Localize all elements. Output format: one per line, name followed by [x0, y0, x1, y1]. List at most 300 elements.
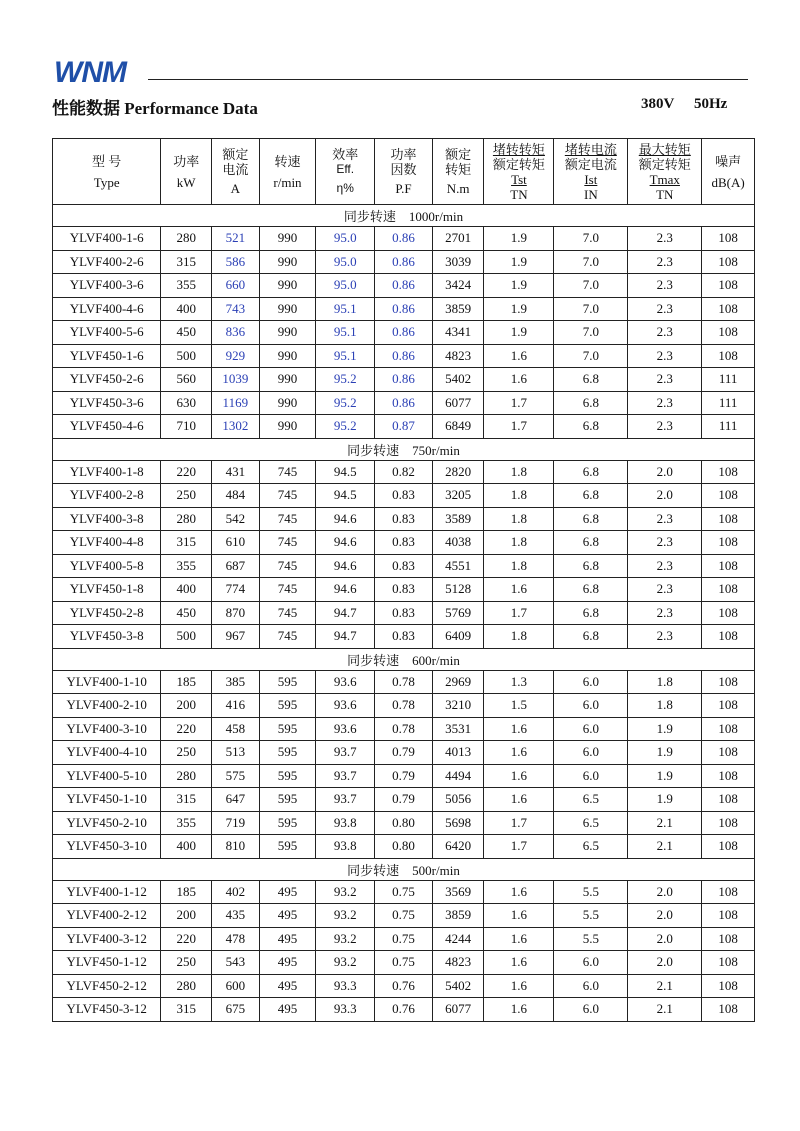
cell-power-factor: 0.86: [375, 297, 433, 321]
cell-current: 402: [212, 880, 260, 904]
cell-tst-ratio: 1.6: [484, 368, 554, 392]
cell-tmax-ratio: 1.9: [628, 717, 702, 741]
cell-tmax-ratio: 1.8: [628, 670, 702, 694]
cell-type: YLVF400-4-8: [53, 531, 161, 555]
col-power: 功率 kW: [161, 139, 212, 205]
cell-tst-ratio: 1.7: [484, 415, 554, 439]
cell-power-factor: 0.83: [375, 578, 433, 602]
cell-noise: 108: [702, 764, 755, 788]
cell-type: YLVF450-2-10: [53, 811, 161, 835]
cell-current: 1169: [212, 391, 260, 415]
cell-current: 575: [212, 764, 260, 788]
cell-ist-ratio: 6.5: [554, 835, 628, 859]
cell-ist-ratio: 6.0: [554, 951, 628, 975]
cell-speed: 990: [259, 344, 316, 368]
cell-type: YLVF450-3-6: [53, 391, 161, 415]
cell-efficiency: 93.2: [316, 927, 375, 951]
cell-tst-ratio: 1.9: [484, 321, 554, 345]
cell-tst-ratio: 1.7: [484, 811, 554, 835]
cell-tst-ratio: 1.6: [484, 344, 554, 368]
cell-speed: 990: [259, 297, 316, 321]
col-type: 型 号 Type: [53, 139, 161, 205]
cell-noise: 108: [702, 904, 755, 928]
cell-noise: 111: [702, 391, 755, 415]
cell-ist-ratio: 6.0: [554, 764, 628, 788]
cell-ist-ratio: 6.8: [554, 484, 628, 508]
cell-ist-ratio: 6.8: [554, 391, 628, 415]
cell-power-factor: 0.83: [375, 554, 433, 578]
cell-speed: 990: [259, 321, 316, 345]
cell-efficiency: 93.2: [316, 951, 375, 975]
cell-torque: 4823: [432, 951, 484, 975]
cell-noise: 108: [702, 717, 755, 741]
cell-type: YLVF400-1-8: [53, 460, 161, 484]
cell-speed: 595: [259, 670, 316, 694]
cell-speed: 990: [259, 250, 316, 274]
cell-speed: 990: [259, 274, 316, 298]
table-row: [53, 415, 755, 439]
cell-tmax-ratio: 2.1: [628, 998, 702, 1022]
cell-tmax-ratio: 2.3: [628, 344, 702, 368]
cell-power: 200: [161, 904, 212, 928]
cell-tst-ratio: 1.6: [484, 880, 554, 904]
cell-current: 929: [212, 344, 260, 368]
cell-noise: 108: [702, 694, 755, 718]
table-row: [53, 554, 755, 578]
cell-efficiency: 95.1: [316, 297, 375, 321]
cell-tmax-ratio: 2.3: [628, 578, 702, 602]
cell-ist-ratio: 6.8: [554, 460, 628, 484]
cell-torque: 5402: [432, 368, 484, 392]
section-header-row: [53, 438, 755, 460]
cell-noise: 108: [702, 344, 755, 368]
cell-torque: 6849: [432, 415, 484, 439]
cell-torque: 3589: [432, 507, 484, 531]
cell-torque: 4494: [432, 764, 484, 788]
cell-power-factor: 0.86: [375, 274, 433, 298]
table-row: [53, 811, 755, 835]
cell-current: 484: [212, 484, 260, 508]
cell-efficiency: 94.6: [316, 578, 375, 602]
cell-speed: 745: [259, 531, 316, 555]
cell-tst-ratio: 1.6: [484, 951, 554, 975]
cell-power-factor: 0.83: [375, 625, 433, 649]
cell-ist-ratio: 6.8: [554, 625, 628, 649]
table-row: [53, 998, 755, 1022]
cell-power-factor: 0.80: [375, 835, 433, 859]
cell-tmax-ratio: 2.1: [628, 974, 702, 998]
cell-noise: 108: [702, 974, 755, 998]
cell-power: 280: [161, 974, 212, 998]
cell-efficiency: 93.6: [316, 694, 375, 718]
cell-noise: 108: [702, 484, 755, 508]
cell-tst-ratio: 1.6: [484, 578, 554, 602]
cell-power: 200: [161, 694, 212, 718]
cell-noise: 111: [702, 368, 755, 392]
cell-efficiency: 95.2: [316, 368, 375, 392]
cell-torque: 4341: [432, 321, 484, 345]
cell-tst-ratio: 1.6: [484, 788, 554, 812]
cell-type: YLVF450-2-12: [53, 974, 161, 998]
cell-tst-ratio: 1.8: [484, 484, 554, 508]
cell-torque: 3039: [432, 250, 484, 274]
cell-ist-ratio: 6.8: [554, 415, 628, 439]
cell-speed: 595: [259, 835, 316, 859]
cell-tmax-ratio: 1.8: [628, 694, 702, 718]
cell-type: YLVF400-3-8: [53, 507, 161, 531]
table-row: [53, 788, 755, 812]
cell-efficiency: 94.5: [316, 460, 375, 484]
cell-ist-ratio: 6.0: [554, 717, 628, 741]
cell-type: YLVF400-5-6: [53, 321, 161, 345]
table-row: [53, 484, 755, 508]
performance-table: [52, 138, 755, 1022]
cell-power-factor: 0.75: [375, 927, 433, 951]
cell-speed: 495: [259, 880, 316, 904]
table-row: [53, 904, 755, 928]
cell-torque: 3205: [432, 484, 484, 508]
cell-type: YLVF400-2-6: [53, 250, 161, 274]
cell-current: 586: [212, 250, 260, 274]
cell-power: 500: [161, 625, 212, 649]
cell-noise: 108: [702, 951, 755, 975]
table-row: [53, 951, 755, 975]
cell-tst-ratio: 1.6: [484, 927, 554, 951]
cell-noise: 108: [702, 227, 755, 251]
cell-type: YLVF450-3-10: [53, 835, 161, 859]
cell-ist-ratio: 7.0: [554, 250, 628, 274]
cell-current: 458: [212, 717, 260, 741]
cell-power: 355: [161, 811, 212, 835]
cell-current: 435: [212, 904, 260, 928]
cell-efficiency: 93.2: [316, 904, 375, 928]
cell-torque: 2969: [432, 670, 484, 694]
cell-current: 743: [212, 297, 260, 321]
section-label: 同步转速 600r/min: [53, 648, 755, 670]
cell-power-factor: 0.75: [375, 951, 433, 975]
col-tmax-ratio: 最大转矩 额定转矩 Tmax TN: [628, 139, 702, 205]
cell-noise: 108: [702, 321, 755, 345]
cell-power: 710: [161, 415, 212, 439]
cell-efficiency: 93.7: [316, 741, 375, 765]
cell-ist-ratio: 6.0: [554, 998, 628, 1022]
cell-type: YLVF450-1-12: [53, 951, 161, 975]
col-current: 额定 电流 A: [212, 139, 260, 205]
cell-current: 416: [212, 694, 260, 718]
cell-noise: 108: [702, 250, 755, 274]
cell-power-factor: 0.86: [375, 321, 433, 345]
cell-tst-ratio: 1.8: [484, 507, 554, 531]
cell-current: 513: [212, 741, 260, 765]
cell-power-factor: 0.83: [375, 507, 433, 531]
cell-torque: 2701: [432, 227, 484, 251]
cell-current: 870: [212, 601, 260, 625]
cell-torque: 5056: [432, 788, 484, 812]
cell-tst-ratio: 1.9: [484, 297, 554, 321]
voltage-label: 380V: [641, 96, 675, 112]
cell-efficiency: 94.6: [316, 531, 375, 555]
cell-tst-ratio: 1.6: [484, 764, 554, 788]
cell-current: 478: [212, 927, 260, 951]
cell-power: 630: [161, 391, 212, 415]
cell-power-factor: 0.83: [375, 484, 433, 508]
cell-ist-ratio: 5.5: [554, 904, 628, 928]
cell-noise: 108: [702, 788, 755, 812]
table-row: [53, 344, 755, 368]
cell-speed: 595: [259, 694, 316, 718]
cell-tmax-ratio: 2.0: [628, 951, 702, 975]
cell-torque: 4823: [432, 344, 484, 368]
cell-noise: 108: [702, 297, 755, 321]
cell-current: 431: [212, 460, 260, 484]
cell-type: YLVF400-2-10: [53, 694, 161, 718]
cell-power: 355: [161, 554, 212, 578]
cell-current: 521: [212, 227, 260, 251]
cell-power-factor: 0.78: [375, 717, 433, 741]
table-row: [53, 974, 755, 998]
table-row: [53, 835, 755, 859]
cell-tst-ratio: 1.9: [484, 274, 554, 298]
cell-tmax-ratio: 2.3: [628, 554, 702, 578]
cell-ist-ratio: 6.0: [554, 974, 628, 998]
section-header-row: [53, 205, 755, 227]
table-row: [53, 578, 755, 602]
cell-power: 250: [161, 951, 212, 975]
table-row: [53, 531, 755, 555]
table-row: [53, 694, 755, 718]
cell-tmax-ratio: 2.3: [628, 625, 702, 649]
cell-ist-ratio: 6.8: [554, 578, 628, 602]
cell-power: 450: [161, 601, 212, 625]
cell-noise: 111: [702, 415, 755, 439]
cell-speed: 745: [259, 625, 316, 649]
cell-power-factor: 0.82: [375, 460, 433, 484]
cell-type: YLVF450-3-12: [53, 998, 161, 1022]
cell-torque: 5698: [432, 811, 484, 835]
cell-power-factor: 0.79: [375, 764, 433, 788]
cell-tmax-ratio: 2.0: [628, 880, 702, 904]
cell-current: 836: [212, 321, 260, 345]
cell-noise: 108: [702, 578, 755, 602]
table-row: [53, 368, 755, 392]
cell-ist-ratio: 5.5: [554, 880, 628, 904]
cell-ist-ratio: 6.5: [554, 788, 628, 812]
cell-power: 355: [161, 274, 212, 298]
cell-torque: 4038: [432, 531, 484, 555]
cell-speed: 495: [259, 951, 316, 975]
table-row: [53, 297, 755, 321]
cell-current: 967: [212, 625, 260, 649]
cell-torque: 2820: [432, 460, 484, 484]
cell-torque: 3210: [432, 694, 484, 718]
table-row: [53, 880, 755, 904]
cell-power-factor: 0.83: [375, 601, 433, 625]
table-header-row: [53, 139, 755, 205]
cell-power-factor: 0.79: [375, 741, 433, 765]
cell-ist-ratio: 5.5: [554, 927, 628, 951]
cell-power-factor: 0.76: [375, 974, 433, 998]
table-row: [53, 625, 755, 649]
cell-speed: 990: [259, 368, 316, 392]
cell-power: 315: [161, 250, 212, 274]
cell-ist-ratio: 6.0: [554, 741, 628, 765]
cell-torque: 3859: [432, 297, 484, 321]
cell-power: 450: [161, 321, 212, 345]
col-ist-ratio: 堵转电流 额定电流 Ist IN: [554, 139, 628, 205]
cell-power: 185: [161, 670, 212, 694]
cell-power: 315: [161, 998, 212, 1022]
cell-power: 400: [161, 578, 212, 602]
table-row: [53, 507, 755, 531]
cell-type: YLVF400-1-12: [53, 880, 161, 904]
cell-speed: 990: [259, 415, 316, 439]
cell-type: YLVF450-1-6: [53, 344, 161, 368]
cell-tmax-ratio: 2.3: [628, 507, 702, 531]
cell-tmax-ratio: 2.3: [628, 227, 702, 251]
cell-noise: 108: [702, 811, 755, 835]
cell-current: 385: [212, 670, 260, 694]
section-label: 同步转速 500r/min: [53, 858, 755, 880]
cell-power-factor: 0.75: [375, 904, 433, 928]
cell-tmax-ratio: 1.9: [628, 741, 702, 765]
cell-torque: 6409: [432, 625, 484, 649]
cell-efficiency: 93.7: [316, 788, 375, 812]
header-rule: [148, 79, 748, 80]
cell-tmax-ratio: 2.0: [628, 484, 702, 508]
section-label: 同步转速 1000r/min: [53, 205, 755, 227]
cell-efficiency: 95.2: [316, 391, 375, 415]
table-row: [53, 670, 755, 694]
cell-tmax-ratio: 2.3: [628, 368, 702, 392]
cell-efficiency: 95.1: [316, 321, 375, 345]
cell-tst-ratio: 1.3: [484, 670, 554, 694]
cell-type: YLVF450-1-10: [53, 788, 161, 812]
cell-speed: 595: [259, 741, 316, 765]
cell-efficiency: 93.3: [316, 974, 375, 998]
cell-type: YLVF400-5-10: [53, 764, 161, 788]
cell-speed: 745: [259, 554, 316, 578]
frequency-label: 50Hz: [694, 96, 728, 112]
cell-ist-ratio: 7.0: [554, 227, 628, 251]
cell-current: 543: [212, 951, 260, 975]
cell-noise: 108: [702, 625, 755, 649]
cell-torque: 3531: [432, 717, 484, 741]
cell-efficiency: 95.0: [316, 274, 375, 298]
col-speed: 转速 r/min: [259, 139, 316, 205]
cell-current: 610: [212, 531, 260, 555]
cell-power-factor: 0.87: [375, 415, 433, 439]
cell-type: YLVF400-3-6: [53, 274, 161, 298]
cell-tst-ratio: 1.5: [484, 694, 554, 718]
cell-power: 560: [161, 368, 212, 392]
cell-tmax-ratio: 2.3: [628, 321, 702, 345]
cell-tst-ratio: 1.7: [484, 601, 554, 625]
cell-power: 315: [161, 788, 212, 812]
cell-tst-ratio: 1.7: [484, 391, 554, 415]
cell-torque: 5769: [432, 601, 484, 625]
col-efficiency: 效率 Eff. η%: [316, 139, 375, 205]
cell-tst-ratio: 1.9: [484, 227, 554, 251]
cell-noise: 108: [702, 741, 755, 765]
table-row: [53, 764, 755, 788]
table-body: [53, 205, 755, 1022]
cell-type: YLVF450-2-6: [53, 368, 161, 392]
cell-speed: 495: [259, 904, 316, 928]
cell-tmax-ratio: 2.3: [628, 415, 702, 439]
cell-noise: 108: [702, 880, 755, 904]
cell-speed: 990: [259, 227, 316, 251]
cell-torque: 6420: [432, 835, 484, 859]
cell-power-factor: 0.83: [375, 531, 433, 555]
cell-ist-ratio: 6.0: [554, 694, 628, 718]
table-row: [53, 250, 755, 274]
cell-power: 185: [161, 880, 212, 904]
cell-tmax-ratio: 2.3: [628, 391, 702, 415]
cell-type: YLVF400-1-10: [53, 670, 161, 694]
cell-power: 400: [161, 297, 212, 321]
cell-current: 600: [212, 974, 260, 998]
cell-power-factor: 0.86: [375, 227, 433, 251]
table-row: [53, 274, 755, 298]
cell-power-factor: 0.86: [375, 250, 433, 274]
cell-noise: 108: [702, 998, 755, 1022]
cell-power-factor: 0.86: [375, 368, 433, 392]
cell-tst-ratio: 1.7: [484, 835, 554, 859]
cell-efficiency: 93.2: [316, 880, 375, 904]
cell-efficiency: 95.1: [316, 344, 375, 368]
cell-tst-ratio: 1.8: [484, 460, 554, 484]
section-label: 同步转速 750r/min: [53, 438, 755, 460]
cell-current: 1039: [212, 368, 260, 392]
cell-noise: 108: [702, 670, 755, 694]
cell-power: 500: [161, 344, 212, 368]
cell-power-factor: 0.78: [375, 670, 433, 694]
cell-speed: 495: [259, 927, 316, 951]
cell-ist-ratio: 6.8: [554, 601, 628, 625]
cell-tmax-ratio: 1.9: [628, 788, 702, 812]
cell-speed: 745: [259, 507, 316, 531]
cell-power: 280: [161, 764, 212, 788]
logo-text: WNM: [54, 56, 126, 89]
cell-type: YLVF450-1-8: [53, 578, 161, 602]
cell-ist-ratio: 6.5: [554, 811, 628, 835]
cell-noise: 108: [702, 274, 755, 298]
cell-tst-ratio: 1.9: [484, 250, 554, 274]
cell-power: 250: [161, 741, 212, 765]
cell-tst-ratio: 1.8: [484, 625, 554, 649]
cell-power-factor: 0.78: [375, 694, 433, 718]
cell-type: YLVF400-1-6: [53, 227, 161, 251]
cell-speed: 595: [259, 717, 316, 741]
page-title: 性能数据 Performance Data: [52, 99, 258, 118]
cell-torque: 3569: [432, 880, 484, 904]
cell-speed: 595: [259, 788, 316, 812]
cell-power-factor: 0.80: [375, 811, 433, 835]
cell-efficiency: 95.2: [316, 415, 375, 439]
cell-speed: 595: [259, 811, 316, 835]
cell-torque: 5402: [432, 974, 484, 998]
cell-efficiency: 94.6: [316, 554, 375, 578]
cell-type: YLVF400-3-12: [53, 927, 161, 951]
cell-power: 280: [161, 227, 212, 251]
cell-tst-ratio: 1.6: [484, 974, 554, 998]
cell-ist-ratio: 6.8: [554, 507, 628, 531]
cell-tst-ratio: 1.8: [484, 531, 554, 555]
cell-tst-ratio: 1.6: [484, 998, 554, 1022]
cell-power: 220: [161, 460, 212, 484]
cell-ist-ratio: 6.0: [554, 670, 628, 694]
cell-tmax-ratio: 2.3: [628, 297, 702, 321]
